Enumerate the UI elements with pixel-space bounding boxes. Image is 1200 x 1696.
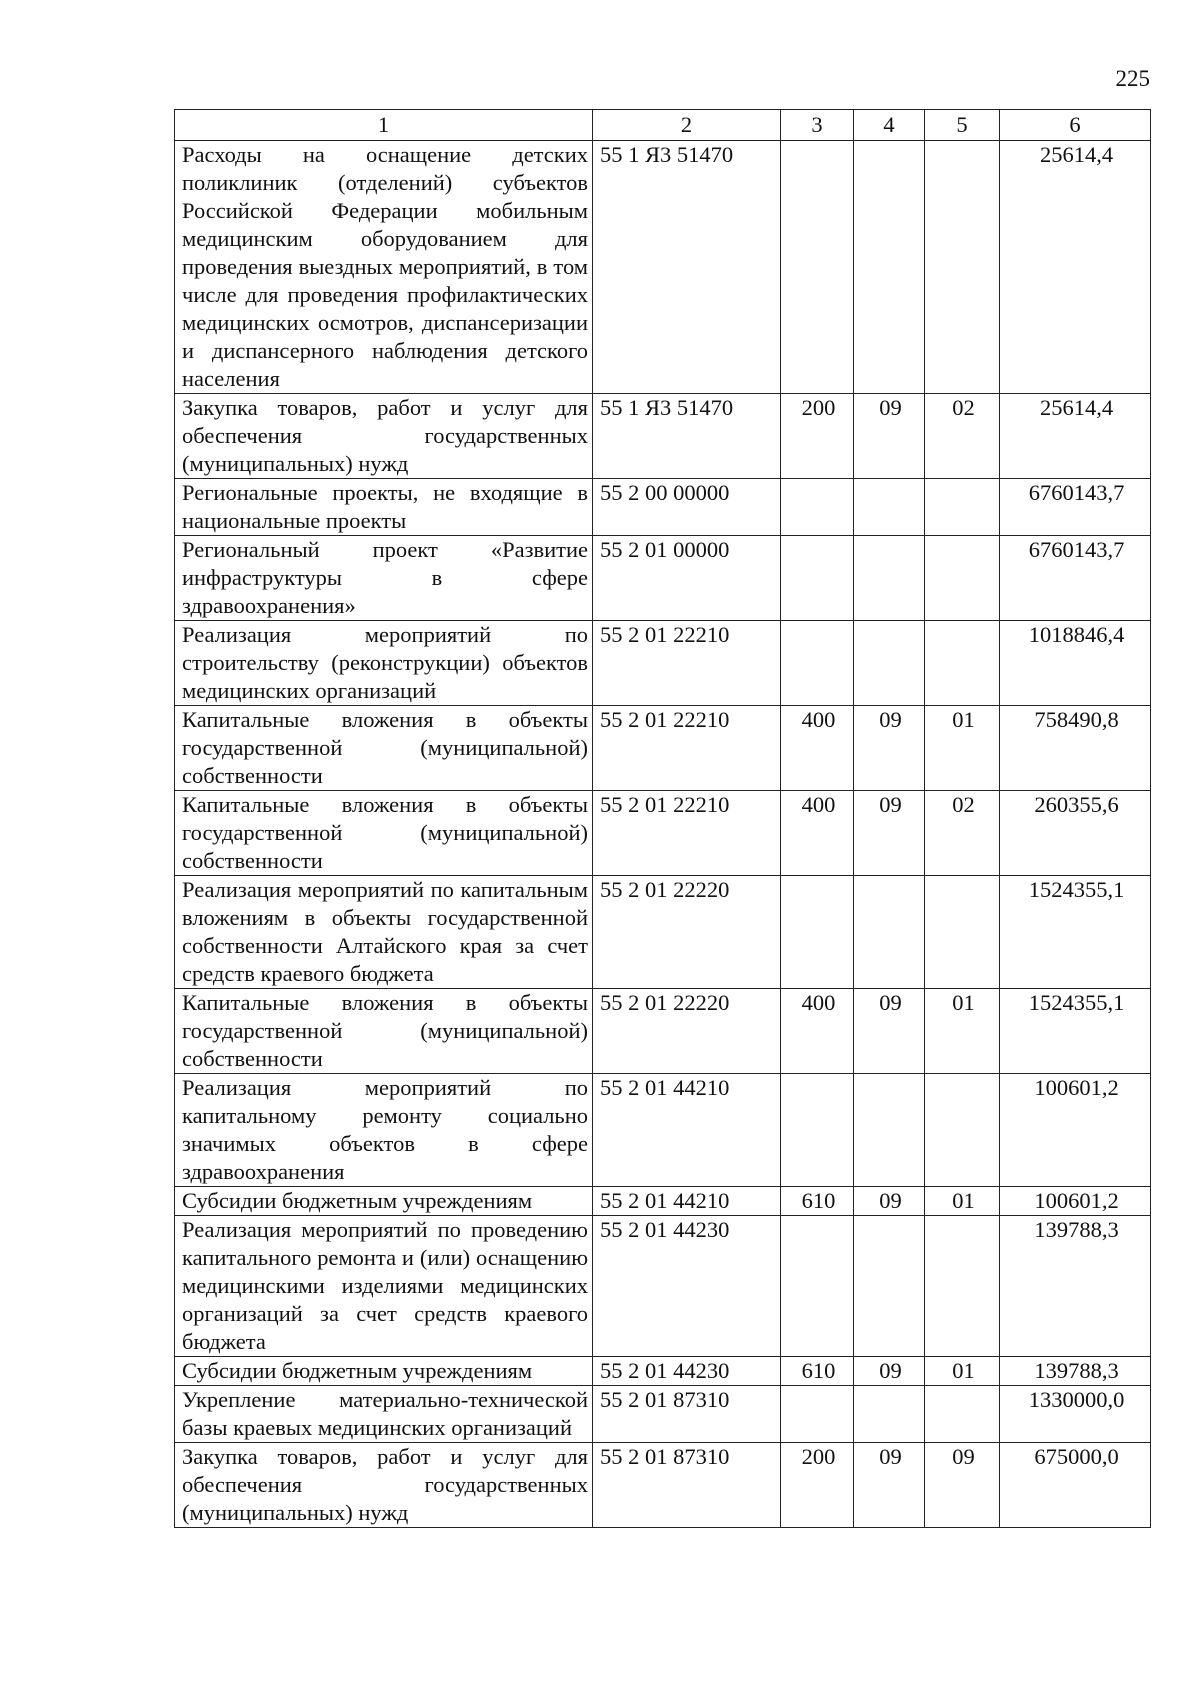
row-amount: 139788,3 — [1000, 1357, 1151, 1386]
row-name: Реализация мероприятий по капитальным вложениям в объекты государственной собственности Алтайского края за счет средств краевого бюджета — [175, 876, 593, 989]
row-name: Субсидии бюджетным учреждениям — [175, 1357, 593, 1386]
row-code: 55 2 01 44210 — [593, 1074, 781, 1187]
table-row — [175, 876, 1151, 989]
budget-table — [174, 109, 1151, 1528]
row-name: Закупка товаров, работ и услуг для обеспечения государственных (муниципальных) нужд — [175, 1443, 593, 1528]
row-col5 — [925, 1386, 1000, 1443]
row-code: 55 1 Я3 51470 — [593, 394, 781, 479]
row-col3 — [781, 536, 854, 621]
table-row — [175, 394, 1151, 479]
row-col5: 02 — [925, 791, 1000, 876]
row-name: Капитальные вложения в объекты государственной (муниципальной) собственности — [175, 706, 593, 791]
table-row — [175, 791, 1151, 876]
row-name: Реализация мероприятий по капитальному ремонту социально значимых объектов в сфере здравоохранения — [175, 1074, 593, 1187]
row-amount: 1018846,4 — [1000, 621, 1151, 706]
row-amount: 6760143,7 — [1000, 479, 1151, 536]
row-col4 — [854, 536, 925, 621]
table-row — [175, 479, 1151, 536]
row-col5 — [925, 141, 1000, 394]
row-amount: 758490,8 — [1000, 706, 1151, 791]
row-col4: 09 — [854, 706, 925, 791]
table-row — [175, 621, 1151, 706]
row-name: Расходы на оснащение детских поликлиник (отделений) субъектов Российской Федерации мобильным медицинским оборудованием для проведения выездных мероприятий, в том числе для проведения профилактических медицинских осмотров, диспансеризации и диспансерного наблюдения детского населения — [175, 141, 593, 394]
row-col3 — [781, 141, 854, 394]
row-col3 — [781, 876, 854, 989]
row-col5 — [925, 479, 1000, 536]
row-code: 55 2 01 22210 — [593, 621, 781, 706]
row-amount: 25614,4 — [1000, 141, 1151, 394]
table-row — [175, 989, 1151, 1074]
table-header-row — [175, 110, 1151, 141]
row-col4 — [854, 141, 925, 394]
row-col5: 01 — [925, 1357, 1000, 1386]
row-col5: 02 — [925, 394, 1000, 479]
row-col4: 09 — [854, 394, 925, 479]
table-row — [175, 1357, 1151, 1386]
row-col5: 09 — [925, 1443, 1000, 1528]
row-amount: 1524355,1 — [1000, 876, 1151, 989]
row-amount: 675000,0 — [1000, 1443, 1151, 1528]
row-col3 — [781, 479, 854, 536]
row-col3: 610 — [781, 1187, 854, 1216]
table-row — [175, 536, 1151, 621]
row-amount: 1330000,0 — [1000, 1386, 1151, 1443]
row-col3 — [781, 1074, 854, 1187]
page-number: 225 — [1115, 66, 1150, 91]
row-col5 — [925, 536, 1000, 621]
row-col3: 200 — [781, 1443, 854, 1528]
row-name: Капитальные вложения в объекты государственной (муниципальной) собственности — [175, 791, 593, 876]
row-col3 — [781, 1216, 854, 1357]
row-code: 55 2 01 87310 — [593, 1443, 781, 1528]
row-name: Реализация мероприятий по проведению капитального ремонта и (или) оснащению медицинскими изделиями медицинских организаций за счет средств краевого бюджета — [175, 1216, 593, 1357]
row-name: Укрепление материально-технической базы краевых медицинских организаций — [175, 1386, 593, 1443]
row-col3: 400 — [781, 989, 854, 1074]
row-col5 — [925, 1216, 1000, 1357]
row-code: 55 2 01 22210 — [593, 791, 781, 876]
column-header-5: 5 — [925, 110, 1000, 141]
row-col4 — [854, 1216, 925, 1357]
row-code: 55 1 Я3 51470 — [593, 141, 781, 394]
row-col4 — [854, 876, 925, 989]
row-code: 55 2 01 87310 — [593, 1386, 781, 1443]
row-code: 55 2 01 44210 — [593, 1187, 781, 1216]
row-col3 — [781, 1386, 854, 1443]
table-row — [175, 1443, 1151, 1528]
row-code: 55 2 01 44230 — [593, 1357, 781, 1386]
row-col3: 400 — [781, 791, 854, 876]
row-amount: 100601,2 — [1000, 1074, 1151, 1187]
table-row — [175, 1216, 1151, 1357]
row-name: Капитальные вложения в объекты государственной (муниципальной) собственности — [175, 989, 593, 1074]
table-row — [175, 1074, 1151, 1187]
column-header-4: 4 — [854, 110, 925, 141]
row-code: 55 2 01 22210 — [593, 706, 781, 791]
column-header-6: 6 — [1000, 110, 1151, 141]
row-col3: 400 — [781, 706, 854, 791]
row-col4 — [854, 1074, 925, 1187]
row-amount: 139788,3 — [1000, 1216, 1151, 1357]
column-header-1: 1 — [175, 110, 593, 141]
row-code: 55 2 01 00000 — [593, 536, 781, 621]
row-col4 — [854, 621, 925, 706]
row-col3: 610 — [781, 1357, 854, 1386]
row-name: Региональные проекты, не входящие в национальные проекты — [175, 479, 593, 536]
row-code: 55 2 01 22220 — [593, 989, 781, 1074]
row-col5: 01 — [925, 1187, 1000, 1216]
row-name: Реализация мероприятий по строительству (реконструкции) объектов медицинских организаций — [175, 621, 593, 706]
row-amount: 1524355,1 — [1000, 989, 1151, 1074]
row-col3 — [781, 621, 854, 706]
table-row — [175, 1187, 1151, 1216]
table-row — [175, 141, 1151, 394]
table-row — [175, 1386, 1151, 1443]
row-col4 — [854, 1386, 925, 1443]
row-name: Закупка товаров, работ и услуг для обеспечения государственных (муниципальных) нужд — [175, 394, 593, 479]
row-amount: 100601,2 — [1000, 1187, 1151, 1216]
row-col4: 09 — [854, 1443, 925, 1528]
row-col4 — [854, 479, 925, 536]
row-amount: 6760143,7 — [1000, 536, 1151, 621]
row-col5 — [925, 876, 1000, 989]
row-col3: 200 — [781, 394, 854, 479]
row-code: 55 2 01 22220 — [593, 876, 781, 989]
row-col4: 09 — [854, 1357, 925, 1386]
row-col5: 01 — [925, 989, 1000, 1074]
row-col5 — [925, 1074, 1000, 1187]
row-name: Субсидии бюджетным учреждениям — [175, 1187, 593, 1216]
row-col5: 01 — [925, 706, 1000, 791]
row-col4: 09 — [854, 791, 925, 876]
row-col4: 09 — [854, 989, 925, 1074]
row-code: 55 2 00 00000 — [593, 479, 781, 536]
row-col5 — [925, 621, 1000, 706]
row-name: Региональный проект «Развитие инфраструктуры в сфере здравоохранения» — [175, 536, 593, 621]
column-header-3: 3 — [781, 110, 854, 141]
table-row — [175, 706, 1151, 791]
row-amount: 260355,6 — [1000, 791, 1151, 876]
row-amount: 25614,4 — [1000, 394, 1151, 479]
column-header-2: 2 — [593, 110, 781, 141]
row-col4: 09 — [854, 1187, 925, 1216]
row-code: 55 2 01 44230 — [593, 1216, 781, 1357]
